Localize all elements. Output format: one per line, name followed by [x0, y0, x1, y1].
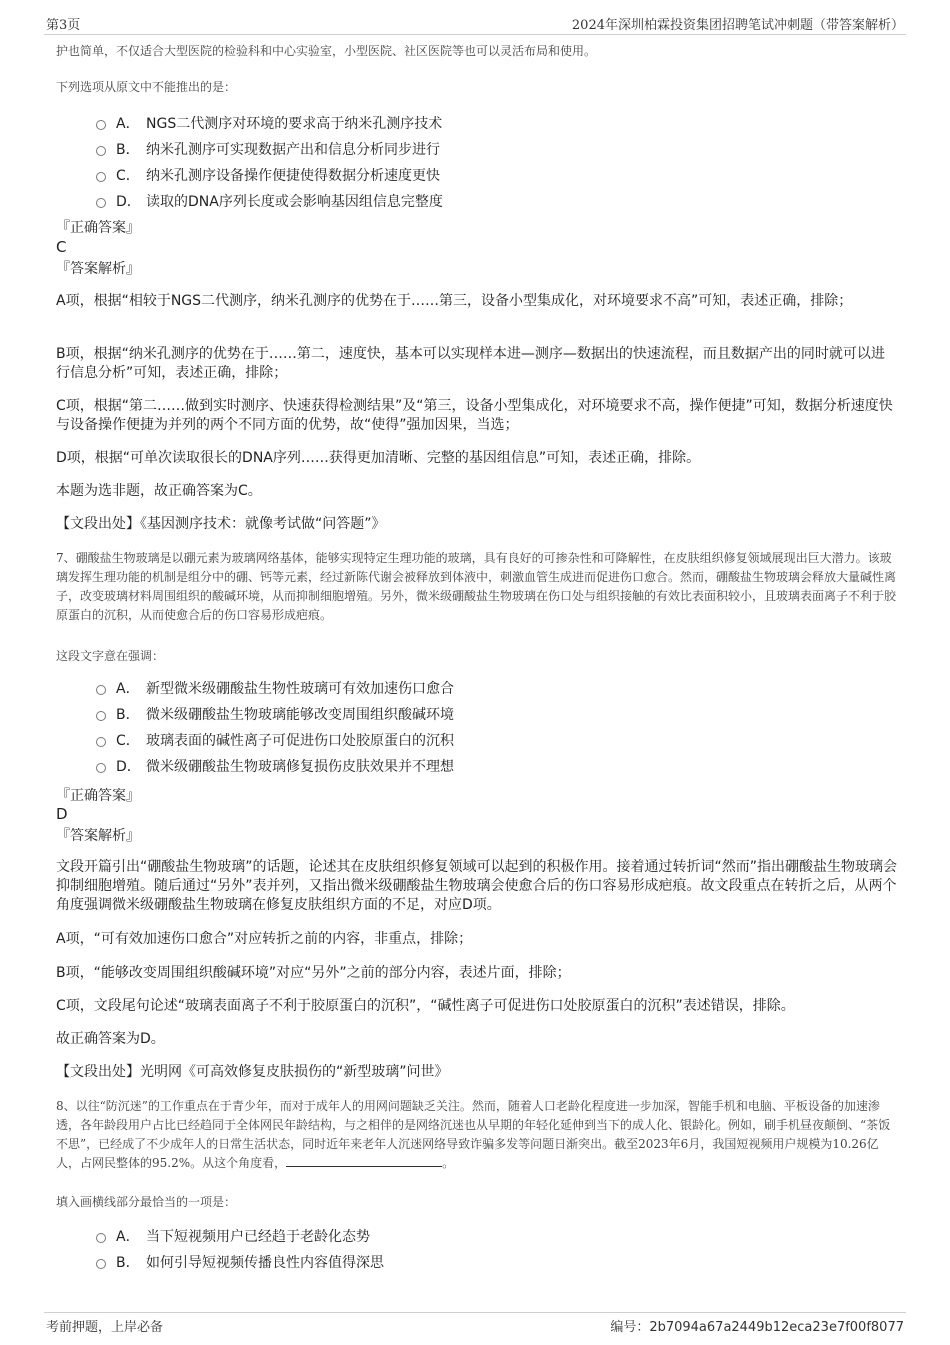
- q7-analysis-label: 『答案解析』: [56, 828, 140, 844]
- intro-text: 护也简单，不仅适合大型医院的检验科和中心实验室，小型医院、社区医院等也可以灵活布局和使用。: [56, 44, 597, 58]
- radio-icon[interactable]: [96, 737, 106, 747]
- radio-icon[interactable]: [96, 1233, 106, 1243]
- radio-icon[interactable]: [96, 120, 106, 130]
- q7-analysis-c: C项，文段尾句论述“玻璃表面离子不利于胶原蛋白的沉积”，“碱性离子可促进伤口处胶原蛋白的沉积”表述错误，排除。: [56, 998, 795, 1014]
- q6-analysis-label: 『答案解析』: [56, 261, 140, 277]
- fill-blank-line: [286, 1154, 442, 1167]
- q6-prompt: 下列选项从原文中不能推出的是：: [56, 80, 237, 94]
- q7-answer: D: [56, 805, 68, 823]
- q7-option-d[interactable]: D． 微米级硼酸盐生物玻璃修复损伤皮肤效果并不理想: [56, 754, 656, 780]
- radio-icon[interactable]: [96, 198, 106, 208]
- q8-option-b[interactable]: B． 如何引导短视频传播良性内容值得深思: [56, 1250, 656, 1276]
- q7-prompt: 这段文字意在强调：: [56, 649, 165, 663]
- document-code: 编号：2b7094a67a2449b12eca23e7f00f8077: [610, 1320, 904, 1335]
- q6-source: 【文段出处】《基因测序技术：就像考试做“问答题”》: [56, 516, 386, 532]
- q6-option-d[interactable]: D． 读取的DNA序列长度或会影响基因组信息完整度: [56, 189, 656, 215]
- q6-option-b[interactable]: B． 纳米孔测序可实现数据产出和信息分析同步进行: [56, 137, 656, 163]
- q8-prompt: 填入画横线部分最恰当的一项是：: [56, 1195, 237, 1209]
- q8-option-a[interactable]: A． 当下短视频用户已经趋于老龄化态势: [56, 1224, 656, 1250]
- q6-answer: C: [56, 238, 67, 256]
- q6-answer-label: 『正确答案』: [56, 220, 140, 236]
- radio-icon[interactable]: [96, 172, 106, 182]
- radio-icon[interactable]: [96, 685, 106, 695]
- q6-analysis-a: A项，根据“相较于NGS二代测序，纳米孔测序的优势在于……第三，设备小型集成化，对环境要求不高”可知，表述正确，排除；: [56, 293, 853, 309]
- q7-option-a[interactable]: A． 新型微米级硼酸盐生物性玻璃可有效加速伤口愈合: [56, 676, 656, 702]
- q7-option-b[interactable]: B． 微米级硼酸盐生物玻璃能够改变周围组织酸碱环境: [56, 702, 656, 728]
- q7-source: 【文段出处】光明网《可高效修复皮肤损伤的“新型玻璃”问世》: [56, 1064, 449, 1080]
- radio-icon[interactable]: [96, 763, 106, 773]
- q7-options: [56, 676, 656, 780]
- page-footer: [44, 1312, 906, 1335]
- q7-answer-label: 『正确答案』: [56, 788, 140, 804]
- q7-stem: 7、硼酸盐生物玻璃是以硼元素为玻璃网络基体，能够实现特定生理功能的玻璃，具有良好的可掺杂性和可降解性，在皮肤组织修复领域展现出巨大潜力。该玻璃发挥生理功能的机制是组分中的硼、钙等元素，经过新陈代谢会被释放到体液中，刺激血管生成进而促进伤口愈合。然而，硼酸盐生物玻璃会释放大量碱性离子，改变玻璃材料周围组织的酸碱环境，从而抑制细胞增殖。另外，微米级硼酸盐生物玻璃在伤口处与组织接触的有效比表面积较小，且玻璃表面离子不利于胶原蛋白的沉积，从而使愈合后的伤口容易形成疤痕。: [56, 551, 897, 622]
- q6-option-a[interactable]: A． NGS二代测序对环境的要求高于纳米孔测序技术: [56, 111, 656, 137]
- q7-analysis-a: A项，“可有效加速伤口愈合”对应转折之前的内容，非重点，排除；: [56, 931, 473, 947]
- page-header: [44, 12, 906, 35]
- q7-option-c[interactable]: C． 玻璃表面的碱性离子可促进伤口处胶原蛋白的沉积: [56, 728, 656, 754]
- q8-stem: 8、以往“防沉迷”的工作重点在于青少年，而对于成年人的用网问题缺乏关注。然而，随着人口老龄化程度进一步加深，智能手机和电脑、平板设备的加速渗透，各年龄段用户占比已经趋同于全体网民年龄结构，与之相伴的是网络沉迷也从早期的年轻化延伸到当下的成人化、银龄化。例如，刷手机昼夜颠倒、“茶饭不思”，已经成了不少成年人的日常生活状态，同时近年来老年人沉迷网络导致诈骗多发等问题日渐突出。截至2023年6月，我国短视频用户规模为10.26亿人，占网民整体的95.2%。从这个角度看， 。: [56, 1099, 891, 1170]
- q6-analysis-b: B项，根据“纳米孔测序的优势在于……第二，速度快，基本可以实现样本进—测序—数据出的快速流程，而且数据产出的同时就可以进行信息分析”可知，表述正确，排除；: [56, 346, 885, 381]
- q6-option-c[interactable]: C． 纳米孔测序设备操作便捷使得数据分析速度更快: [56, 163, 656, 189]
- radio-icon[interactable]: [96, 146, 106, 156]
- q6-analysis-c: C项，根据“第二……做到实时测序、快速获得检测结果”及“第三，设备小型集成化，对环境要求不高，操作便捷”可知，数据分析速度快与设备操作便捷为并列的两个不同方面的优势，故“使得”强加因果，当选；: [56, 398, 893, 433]
- document-title: 2024年深圳柏霖投资集团招聘笔试冲刺题（带答案解析）: [571, 18, 904, 33]
- footer-slogan: 考前押题，上岸必备: [46, 1320, 164, 1335]
- q7-analysis-main: 文段开篇引出“硼酸盐生物玻璃”的话题，论述其在皮肤组织修复领域可以起到的积极作用。接着通过转折词“然而”指出硼酸盐生物玻璃会抑制细胞增殖。随后通过“另外”表并列，又指出微米级硼酸盐生物玻璃会使愈合后的伤口容易形成疤痕。故文段重点在转折之后，从两个角度强调微米级硼酸盐生物玻璃在修复皮肤组织方面的不足，对应D项。: [56, 859, 898, 913]
- q8-options: [56, 1224, 656, 1276]
- q7-analysis-b: B项，“能够改变周围组织酸碱环境”对应“另外”之前的部分内容，表述片面，排除；: [56, 965, 571, 981]
- q7-conclusion: 故正确答案为D。: [56, 1031, 165, 1047]
- radio-icon[interactable]: [96, 711, 106, 721]
- page-number: 第3页: [46, 18, 81, 33]
- q6-analysis-d: D项，根据“可单次读取很长的DNA序列……获得更加清晰、完整的基因组信息”可知，表述正确，排除。: [56, 450, 701, 466]
- q6-options: [56, 111, 656, 215]
- q6-conclusion: 本题为选非题，故正确答案为C。: [56, 483, 262, 499]
- radio-icon[interactable]: [96, 1259, 106, 1269]
